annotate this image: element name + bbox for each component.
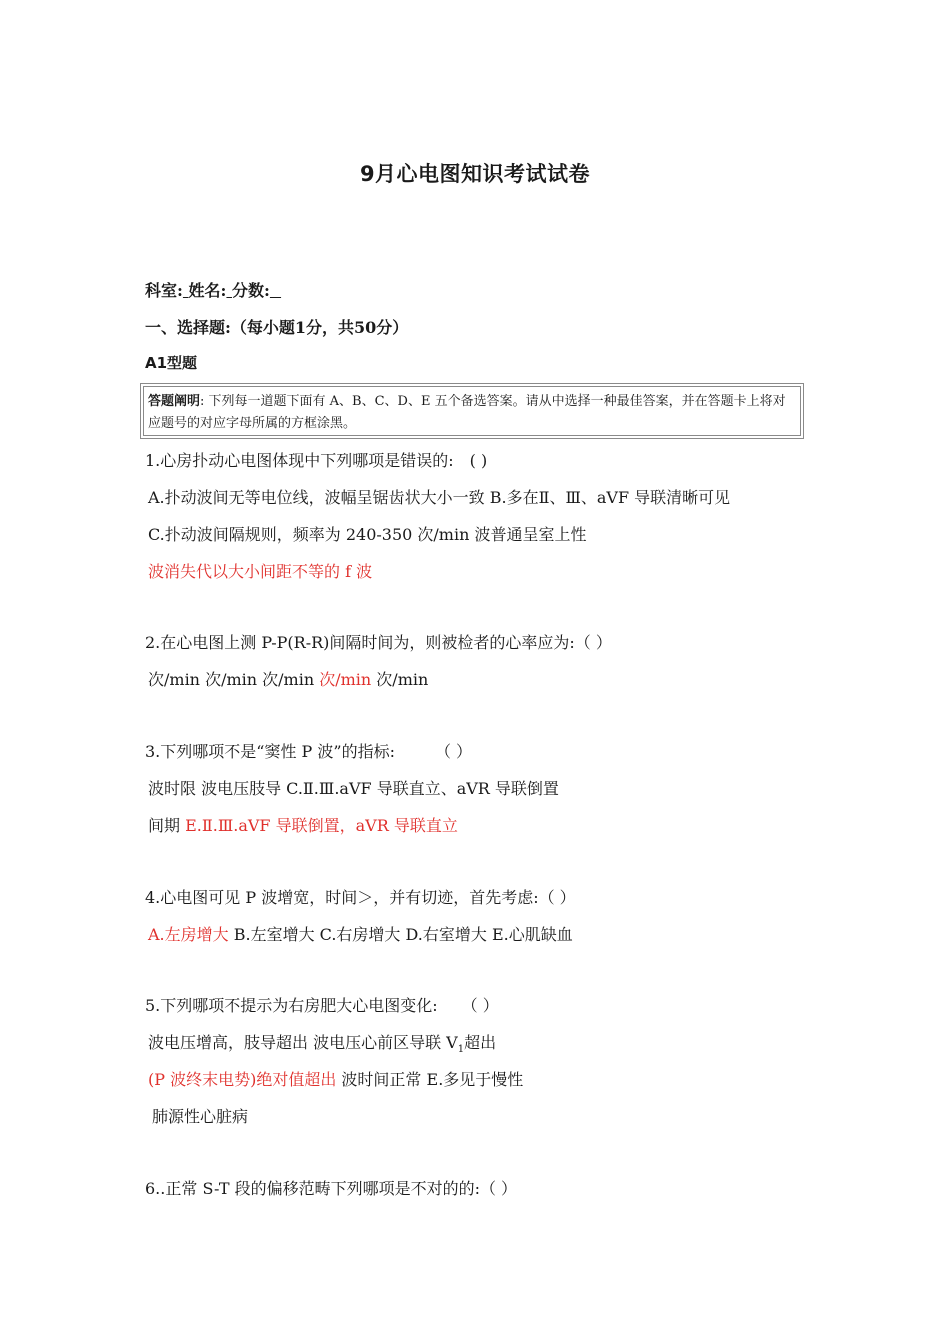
question-4-stem: 4.心电图可见 P 波增宽，时间＞，并有切迹，首先考虑:（ ） <box>145 888 576 907</box>
question-1-stem: 1.心房扑动心电图体现中下列哪项是错误的: ( ) <box>145 451 488 470</box>
question-3-options-line-2 <box>148 813 458 836</box>
section-heading: 一、选择题:（每小题1分，共50分） <box>145 318 409 337</box>
question-3-options-line-1: 波时限 波电压肢导 C.Ⅱ.Ⅲ.aVF 导联直立、aVR 导联倒置 <box>148 779 559 798</box>
question-5-options-line-1 <box>148 1030 496 1055</box>
question-1-options-line-1: A.扑动波间无等电位线，波幅呈锯齿状大小一致 B.多在Ⅱ、Ⅲ、aVF 导联清晰可见 <box>148 488 731 507</box>
question-2-stem: 2.在心电图上测 P-P(R-R)间隔时间为，则被检者的心率应为:（ ） <box>145 633 612 652</box>
question-5-answer-highlight: (P 波终末电势)绝对值超出 <box>148 1070 337 1089</box>
question-2-options-a: 次/min 次/min 次/min <box>148 670 320 689</box>
name-label: 姓名: <box>188 281 227 300</box>
score-blank[interactable] <box>270 281 281 300</box>
question-5-options-line-2 <box>148 1067 523 1090</box>
question-2-options-b: 次/min <box>371 670 429 689</box>
question-2-options <box>148 667 428 690</box>
exam-header-fields <box>145 278 281 301</box>
question-3-options-line-2-a: 间期 <box>148 816 186 835</box>
instructions-label: 答题阐明 <box>148 394 201 409</box>
instructions-box <box>143 386 801 436</box>
question-1-options-line-2: C.扑动波间隔规则，频率为 240-350 次/min 波普通呈室上性 <box>148 525 587 544</box>
score-label: 分数: <box>232 281 270 300</box>
page-title: 9月心电图知识考试试卷 <box>359 162 591 186</box>
question-5-subscript: 1 <box>457 1044 465 1056</box>
instructions-text: : 下列每一道题下面有 A、B、C、D、E 五个备选答案。请从中选择一种最佳答案，并在答题卡上将对应题号的对应字母所属的方框涂黑。 <box>148 394 786 431</box>
question-4-options <box>148 922 573 945</box>
question-5-stem: 5.下列哪项不提示为右房肥大心电图变化: （ ） <box>145 996 499 1015</box>
question-5-options-line-3: 肺源性心脏病 <box>152 1107 249 1126</box>
dept-label: 科室: <box>145 281 183 300</box>
question-3-stem: 3.下列哪项不是“窦性 P 波”的指标: （ ） <box>145 742 473 761</box>
question-1-answer-highlight: 波消失代以大小间距不等的 f 波 <box>148 562 373 581</box>
question-3-answer-highlight: E.Ⅱ.Ⅲ.aVF 导联倒置，aVR 导联直立 <box>185 816 458 835</box>
question-4-options-rest: B.左室增大 C.右房增大 D.右室增大 E.心肌缺血 <box>228 925 573 944</box>
question-5-options-line-2-rest: 波时间正常 E.多见于慢性 <box>336 1070 524 1089</box>
question-type-label: A1型题 <box>145 354 198 372</box>
question-6-stem: 6..正常 S-T 段的偏移范畴下列哪项是不对的的:（ ） <box>145 1179 518 1198</box>
question-2-answer-highlight: 次/min <box>319 670 372 689</box>
question-5-options-line-1-b: 超出 <box>464 1033 497 1052</box>
question-5-options-line-1-a: 波电压增高，肢导超出 波电压心前区导联 V <box>148 1033 458 1052</box>
question-4-answer-highlight: A.左房增大 <box>148 925 229 944</box>
